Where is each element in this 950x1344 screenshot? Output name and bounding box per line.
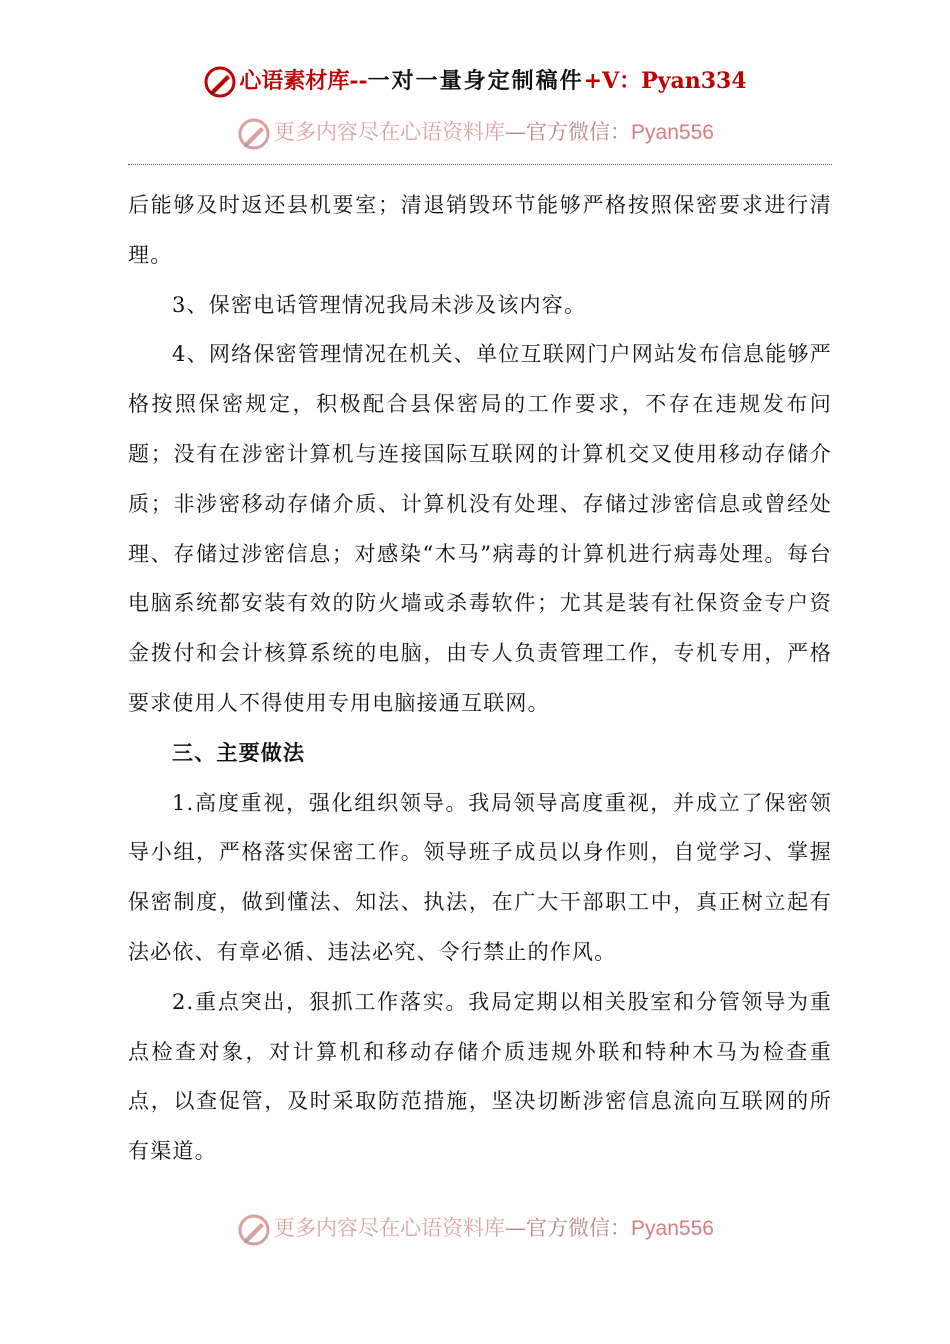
paragraph-item-4: 4、网络保密管理情况在机关、单位互联网门户网站发布信息能够严格按照保密规定，积极配合县保密局的工作要求，不存在违规发布问题；没有在涉密计算机与连接国际互联网的计算机交叉使用移动存储介质；非涉密移动存储介质、计算机没有处理、存储过涉密信息或曾经处理、存储过涉密信息；对感染“木马”病毒的计算机进行病毒处理。每台电脑系统都安装有效的防火墙或杀毒软件；尤其是装有社保资金专户资金拨付和会计核算系统的电脑，由专人负责管理工作，专机专用，严格要求使用人不得使用专用电脑接通互联网。: [128, 342, 832, 715]
footer-official: 官方微信：: [526, 1216, 632, 1240]
paragraph-item-3: 3、保密电话管理情况我局未涉及该内容。: [172, 292, 587, 317]
footer-wechat: Pyan556: [631, 1217, 714, 1240]
footer-dash: —: [505, 1216, 527, 1240]
subline-official: 官方微信：: [526, 120, 632, 144]
header-subline: [0, 114, 950, 152]
document-body: [128, 181, 832, 1177]
pen-logo-icon: [203, 65, 237, 99]
header-divider: [128, 164, 832, 165]
paragraph-point-1: 1.高度重视，强化组织领导。我局领导高度重视，并成立了保密领导小组，严格落实保密工作。领导班子成员以身作则，自觉学习、掌握保密制度，做到懂法、知法、执法，在广大干部职工中，真正树立起有法必依、有章必循、违法必究、令行禁止的作风。: [128, 790, 832, 964]
header-contact: +V：Pyan334: [583, 68, 747, 94]
footer-brand: [0, 1210, 950, 1248]
header-brand: [0, 64, 950, 99]
section-heading: 三、主要做法: [172, 740, 306, 765]
site-name: 心语素材库: [239, 68, 350, 94]
header-slogan: 一对一量身定制稿件: [367, 68, 584, 94]
paragraph-continuation: 后能够及时返还县机要室；清退销毁环节能够严格按照保密要求进行清理。: [128, 193, 832, 267]
subline-text: 更多内容尽在心语资料库: [274, 120, 506, 144]
subline-wechat: Pyan556: [631, 121, 714, 144]
footer-text: 更多内容尽在心语资料库: [274, 1216, 506, 1240]
subline-dash: —: [505, 120, 527, 144]
paragraph-point-2: 2.重点突出，狠抓工作落实。我局定期以相关股室和分管领导为重点检查对象，对计算机和移动存储介质违规外联和特种木马为检查重点，以查促管，及时采取防范措施，坚决切断涉密信息流向互联网的所有渠道。: [128, 989, 832, 1164]
pen-logo-icon: [236, 1212, 272, 1248]
pen-logo-icon: [236, 116, 272, 152]
header-separator: --: [349, 68, 368, 94]
